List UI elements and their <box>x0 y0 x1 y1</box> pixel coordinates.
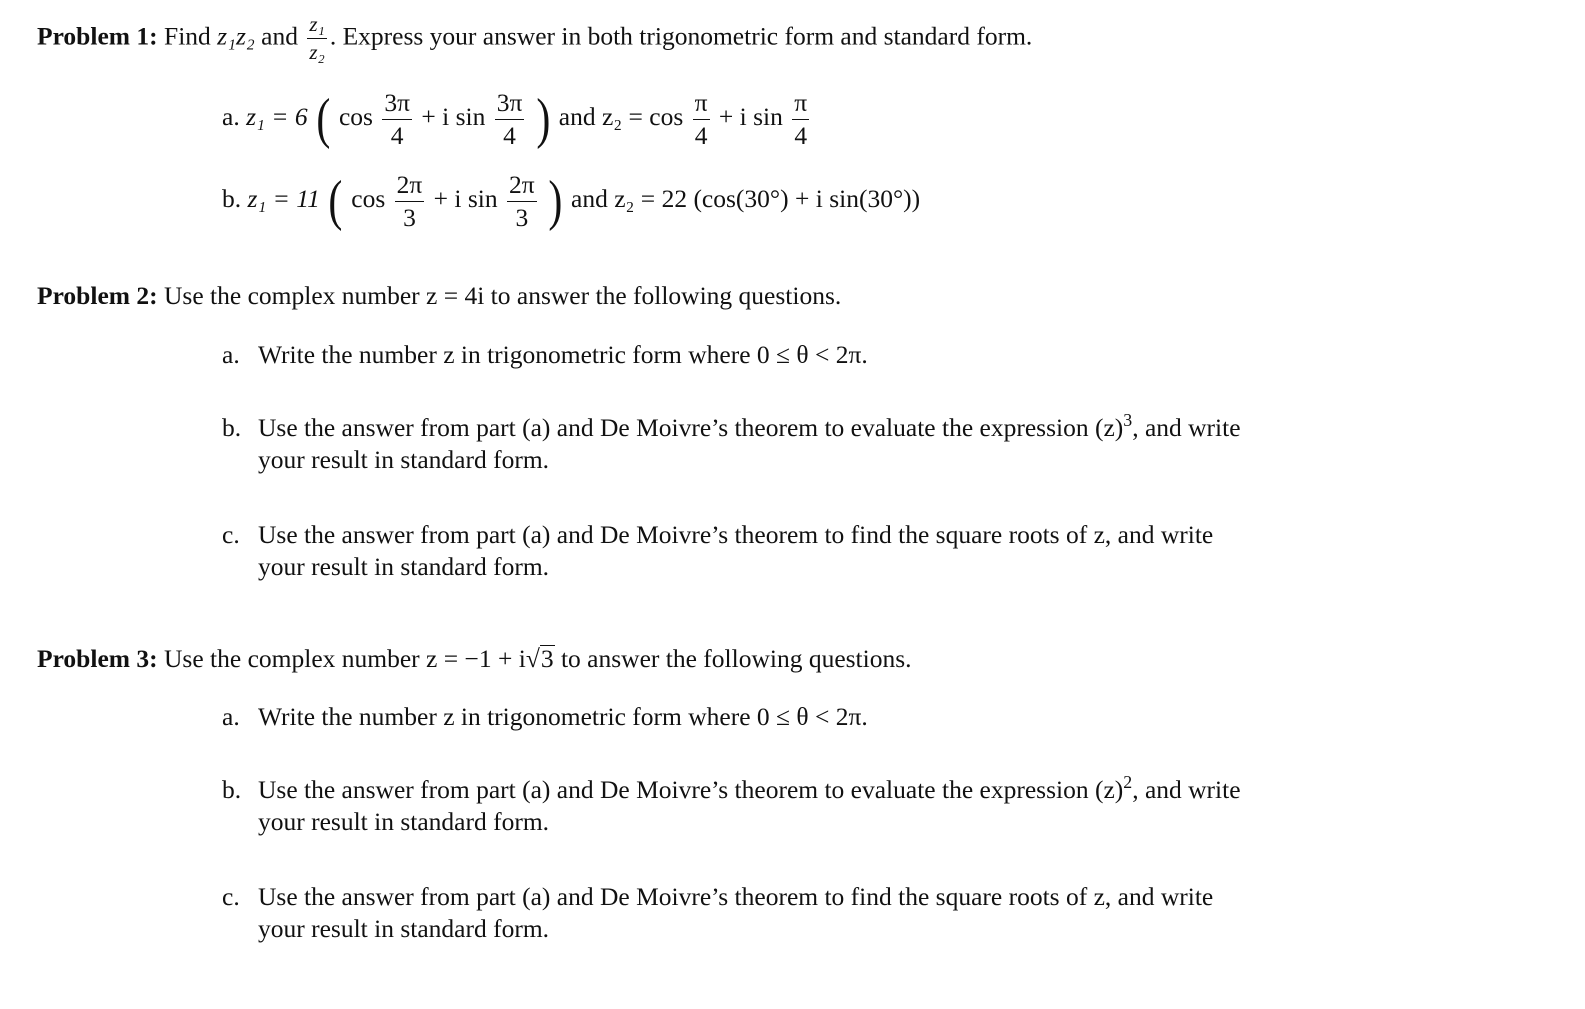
problem-3c-line2: your result in standard form. <box>258 914 550 943</box>
problem-1a-lhs: z₁ = 6 <box>246 101 308 131</box>
fraction-numerator: π <box>792 90 809 120</box>
problem-3b-exponent: 2 <box>1123 772 1133 793</box>
plus-i-sin: + i sin <box>433 183 498 213</box>
problem-1a-marker: a. <box>222 101 240 131</box>
problem-1-instruction: . Express your answer in both trigonometric form and standard form. <box>329 21 1033 51</box>
problem-3-label: Problem 3: <box>37 644 158 673</box>
fraction-denominator: 4 <box>503 120 516 150</box>
cos-label: cos <box>351 183 386 213</box>
right-paren: ) <box>548 170 563 232</box>
problem-3b-line1: Use the answer from part (a) and De Moivre’s theorem to evaluate the expression (z) <box>258 775 1124 804</box>
problem-2b-line1: Use the answer from part (a) and De Moivre’s theorem to evaluate the expression (z) <box>258 413 1124 442</box>
quotient-numerator: z₁ <box>307 14 326 39</box>
problem-2c-line1: Use the answer from part (a) and De Moivre’s theorem to find the square roots of z, and write <box>258 520 1214 549</box>
fraction-denominator: 3 <box>403 202 416 232</box>
problem-1-heading <box>37 14 1032 63</box>
problem-3-heading <box>37 645 912 673</box>
problem-2c <box>222 519 1422 583</box>
fraction-denominator: 4 <box>390 120 404 150</box>
problem-2b-line1-end: , and write <box>1132 413 1241 442</box>
sqrt-symbol: √ <box>525 644 540 673</box>
problem-1b-z2: and z₂ = 22 (cos(30°) + i sin(30°)) <box>571 183 921 213</box>
right-paren: ) <box>536 88 551 150</box>
problem-2a-marker: a. <box>222 340 240 369</box>
problem-3a <box>222 704 868 730</box>
problem-2b-line2: your result in standard form. <box>258 445 550 474</box>
problem-2a <box>222 342 868 368</box>
problem-3c <box>222 881 1422 945</box>
problem-1-label: Problem 1: <box>37 21 158 51</box>
fraction-numerator: 3π <box>495 90 525 120</box>
fraction-denominator: 4 <box>794 120 808 150</box>
problem-2b-exponent: 3 <box>1123 410 1133 431</box>
problem-1-quotient <box>307 14 326 63</box>
problem-2c-line2: your result in standard form. <box>258 552 550 581</box>
fraction-2pi-over-3 <box>395 172 425 230</box>
problem-1-product: z₁z₂ <box>217 21 255 51</box>
fraction-denominator: 3 <box>515 202 529 232</box>
problem-3c-line1: Use the answer from part (a) and De Moivre’s theorem to find the square roots of z, and write <box>258 882 1214 911</box>
problem-1a-equation <box>222 90 812 148</box>
plus-i-sin: + i sin <box>421 101 486 131</box>
fraction-pi-over-4 <box>693 90 710 148</box>
quotient-denominator: z₂ <box>309 40 325 64</box>
and-z2-cos: and z₂ = cos <box>558 101 684 131</box>
fraction-3pi-over-4 <box>495 90 525 148</box>
left-paren: ( <box>328 170 343 232</box>
plus-i-sin: + i sin <box>718 101 783 131</box>
problem-2b-marker: b. <box>222 413 242 442</box>
problem-2-label: Problem 2: <box>37 281 158 310</box>
problem-3b-marker: b. <box>222 775 242 804</box>
problem-3-intro-end: to answer the following questions. <box>554 644 912 673</box>
problem-3-intro: Use the complex number z = −1 + i <box>164 644 526 673</box>
fraction-numerator: 2π <box>395 172 425 202</box>
fraction-3pi-over-4 <box>382 90 412 148</box>
problem-3a-text: Write the number z in trigonometric form where 0 ≤ θ < 2π. <box>258 702 868 731</box>
sqrt-radicand: 3 <box>540 644 554 673</box>
problem-2-intro: Use the complex number z = 4i to answer the following questions. <box>164 281 842 310</box>
fraction-denominator: 4 <box>694 120 708 150</box>
problem-1-find: Find <box>164 21 211 51</box>
fraction-pi-over-4 <box>792 90 809 148</box>
left-paren: ( <box>316 88 331 150</box>
fraction-numerator: 2π <box>507 172 537 202</box>
problem-1b-marker: b. <box>222 183 242 213</box>
problem-3a-marker: a. <box>222 702 240 731</box>
problem-3b <box>222 774 1422 838</box>
problem-3c-marker: c. <box>222 882 240 911</box>
problem-1b-equation <box>222 172 920 230</box>
problem-2-heading <box>37 283 841 309</box>
problem-1b-lhs: z₁ = 11 <box>247 183 320 213</box>
fraction-numerator: 3π <box>382 90 412 120</box>
problem-2b <box>222 412 1422 476</box>
problem-2a-text: Write the number z in trigonometric form where 0 ≤ θ < 2π. <box>258 340 868 369</box>
cos-label: cos <box>338 101 373 131</box>
problem-1-and: and <box>261 21 298 51</box>
problem-2c-marker: c. <box>222 520 240 549</box>
problem-3b-line2: your result in standard form. <box>258 807 550 836</box>
fraction-numerator: π <box>693 90 710 120</box>
problem-3b-line1-end: , and write <box>1132 775 1241 804</box>
fraction-2pi-over-3 <box>507 172 537 230</box>
